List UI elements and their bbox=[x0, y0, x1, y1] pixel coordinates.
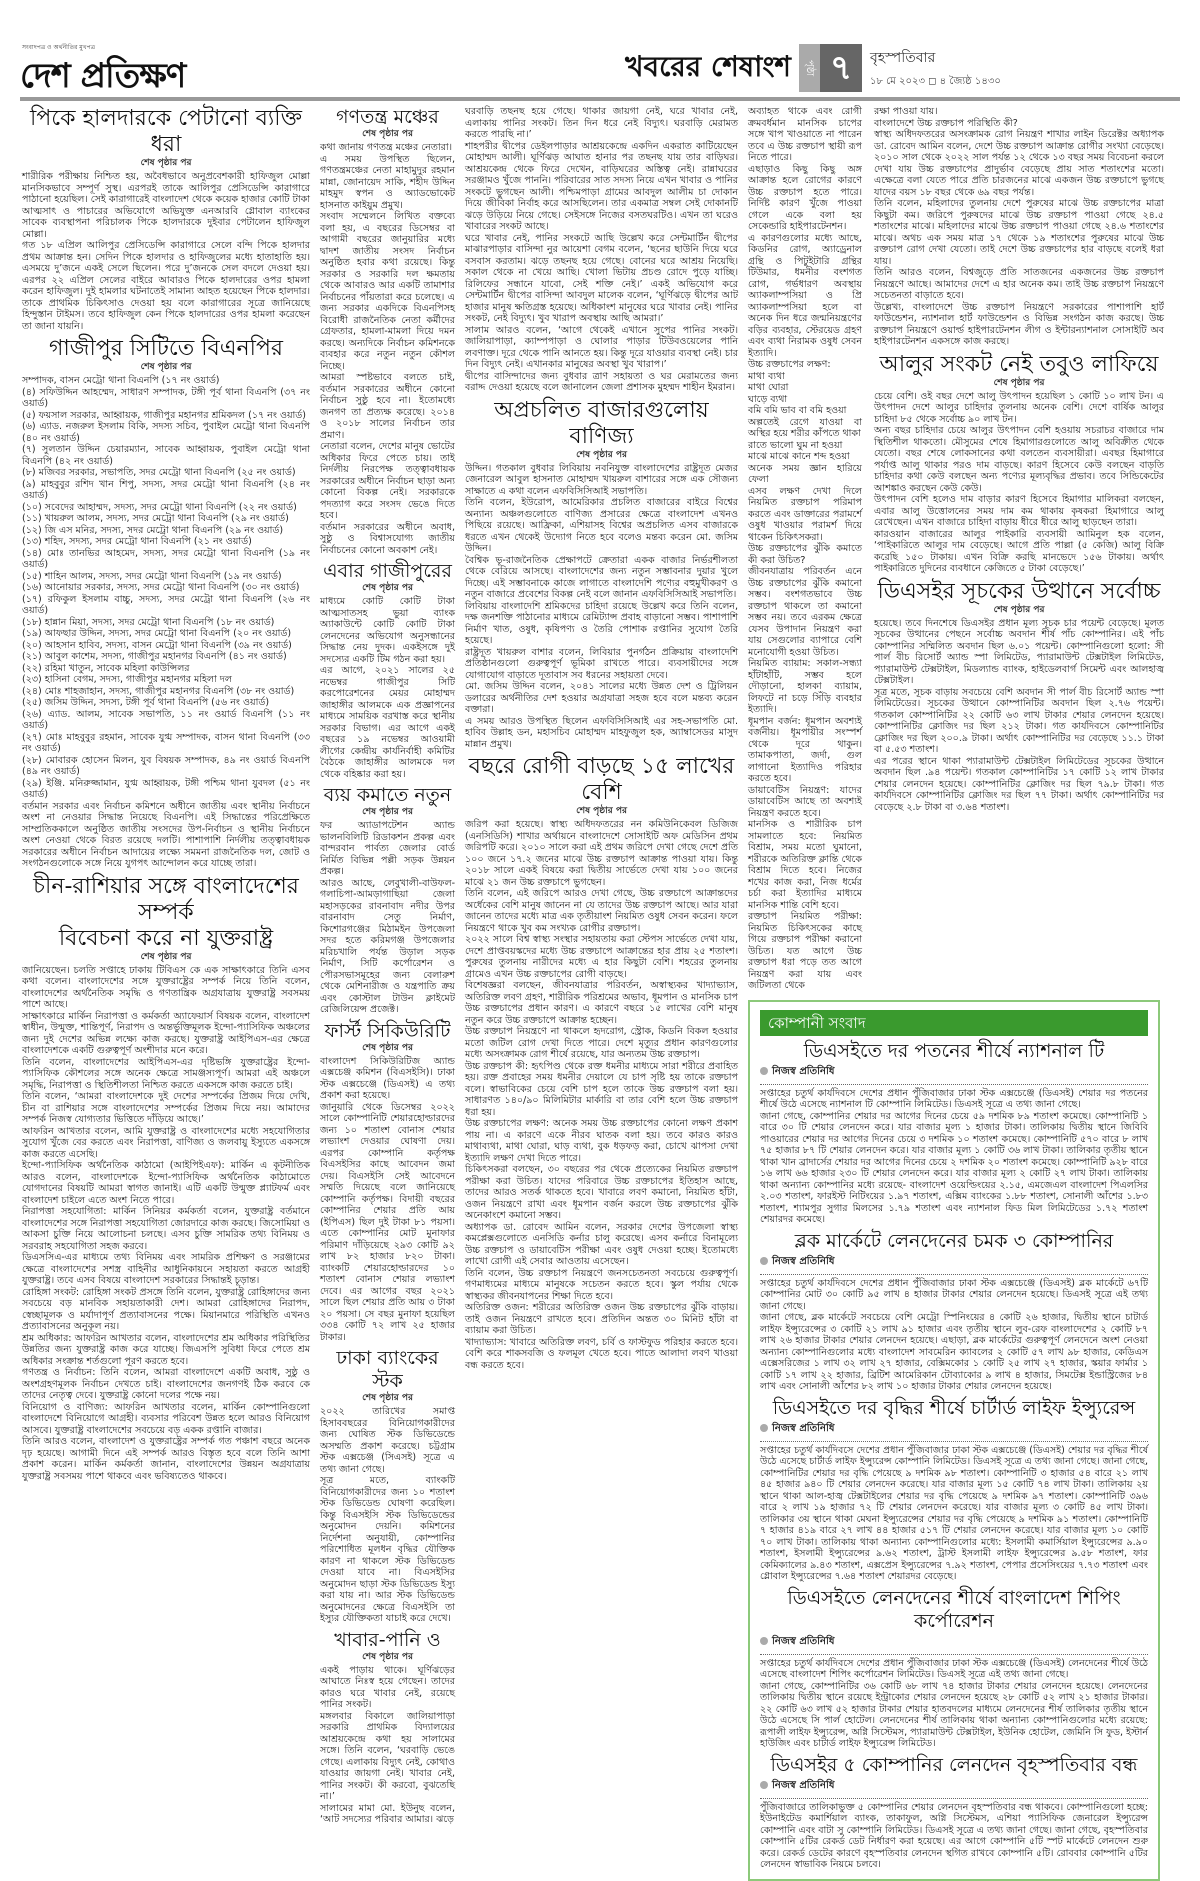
paragraph: উচ্চ রক্তচাপ কী: হৃৎপিণ্ড থেকে রক্ত ধমনীর মাধ্যমে সারা শরীরে প্রবাহিত হয়। রক্ত প্রবাহের সময় ধমনীর দেয়ালে যে চাপ সৃষ্টি হয় তাকে রক্তচাপ বলে। স্বাভাবিকের চেয়ে বেশি চাপ হলে তাকে উচ্চ রক্তচাপ বলা হয়। সাধারণত ১৪০/৯০ মিলিমিটার মার্কারি বা তার বেশি হলে উচ্চ রক্তচাপ ধরা হয়। bbox=[465, 1060, 738, 1118]
article-unconventional-markets bbox=[465, 398, 738, 751]
article-body bbox=[748, 106, 862, 992]
paragraph: সংবাদ সম্মেলনে লিখিত বক্তব্যে বলা হয়, এ বছরের ডিসেম্বর বা আগামী বছরের জানুয়ারির মধ্যে দ্বাদশ জাতীয় সংসদ নির্বাচন অনুষ্ঠিত হবার কথা রয়েছে। কিন্তু সরকার ও সরকারি দল ক্ষমতায় থেকে আবারও আর একটি তামাশার নির্বাচনের পাঁয়তারা করে চলেছে। এ জন্য সরকার একদিকে বিএনপিসহ বিরোধী রাজনৈতিক নেতা কর্মীদের গ্রেফতার, হামলা-মামলা দিয়ে দমন করছে। অন্যদিকে নির্বাচন কমিশনকে ব্যবহার করে নতুন নতুন কৌশল নিচ্ছে। bbox=[320, 211, 455, 372]
column-5 bbox=[874, 106, 1164, 817]
paragraph: রাষ্ট্রদূত খায়রুল বাশার বলেন, লিবিয়ার পুনর্গঠন প্রক্রিয়ায় বাংলাদেশি প্রতিষ্ঠানগুলো গুরুত্বপূর্ণ ভূমিকা রাখতে পারে। ব্যবসায়ীদের সঙ্গে যোগাযোগ বাড়াতে দূতাবাস সব ধরনের সহায়তা দেবে। bbox=[465, 646, 738, 681]
paragraph: (৬) এ্যাড. নজরুল ইসলাম বিকি, সদস্য সচিব, পুবাইল মেট্রো থানা বিএনপি (৪০ নং ওয়ার্ড) bbox=[22, 421, 310, 444]
article-body bbox=[320, 1665, 455, 1826]
paragraph: তিনি বলেন, মহিলাদের তুলনায় দেশে পুরুষের মাঝে উচ্চ রক্তচাপের মাত্রা কিছুটা কম। জরিপে পুরুষদের মাঝে উচ্চ রক্তচাপ পাওয়া গেছে ২৪.৫ শতাংশের মাঝে। মহিলাদের মাঝে উচ্চ রক্তচাপ পাওয়া গেছে ২৪.৬ শতাংশের মাঝে। অথচ এক সময় মাত্র ১৭ থেকে ১৯ শতাংশের পুরুষের মাঝে উচ্চ রক্তচাপ রোগ দেখা যেতো। তাই দেশে উচ্চ রক্তচাপের হার বাড়ছে বলেই ধরা যায়। bbox=[874, 198, 1164, 267]
paragraph: (২৫) জসিম উদ্দিন, সদস্য, টঙ্গী পূর্ব থানা বিএনপি (৫৬ নং ওয়ার্ড) bbox=[22, 697, 270, 708]
paragraph: অল্পতেই রেগে যাওয়া বা অস্থির হয়ে শরীর কাঁপতে থাকা bbox=[748, 416, 862, 439]
paragraph: ২০২২ তারিখের সমাপ্ত হিসাববছরের বিনিয়োগকারীদের জন্য ঘোষিত স্টক ডিভিডেন্ডে অসম্মতি প্রকাশ করেছে। চট্টগ্রাম স্টক এক্সচেঞ্জ (সিএসই) সূত্রে এ তথ্য জানা গেছে। bbox=[320, 1406, 455, 1475]
article-body bbox=[874, 391, 1164, 575]
page-label: পৃষ্ঠা bbox=[799, 44, 820, 92]
article-body bbox=[22, 375, 310, 870]
paragraph: এসব লক্ষণ দেখা দিলে নিয়মিত রক্তচাপ পরিমাপ করতে এবং ডাক্তারের পরামর্শে ওষুধ খাওয়ার পরামর্শ দিয়ে থাকেন চিকিৎসকরা। bbox=[748, 485, 862, 543]
paragraph: খাদ্যাভ্যাস: খাবারে অতিরিক্ত লবণ, চর্বি ও ফাস্টফুড পরিহার করতে হবে। বেশি করে শাকসবজি ও ফলমূল খেতে হবে। পাতে আলাদা লবণ খাওয়া বন্ধ করতে হবে। bbox=[465, 1336, 738, 1371]
paragraph: জানিয়েছেন। চলতি সপ্তাহে ঢাকায় টিবিএস কে এক সাক্ষাৎকারে তিনি এসব কথা বলেন। বাংলাদেশের সঙ্গে যুক্তরাষ্ট্রের সম্পর্ক নিয়ে তিনি বলেন, বাংলাদেশের অর্থনৈতিক সমৃদ্ধি ও গণতান্ত্রিক অগ্রযাত্রায় যুক্তরাষ্ট্র সবসময় পাশে আছে। bbox=[22, 964, 310, 1010]
paragraph: (২৮) মোবারক হোসেন মিলন, যুব বিষয়ক সম্পাদক, ৪৯ নং ওয়ার্ড বিএনপি (৪৯ নং ওয়ার্ড) bbox=[22, 754, 310, 777]
bullet-icon bbox=[760, 1257, 768, 1265]
paragraph: উল্লেখ্য, বাংলাদেশে উচ্চ রক্তচাপ নিয়ন্ত্রণে সরকারের পাশাপাশি হার্ট ফাউন্ডেশন, ন্যাশনাল হার্ট ফাউন্ডেশন ও বিভিন্ন সংগঠন কাজ করছে। উচ্চ রক্তচাপ নিয়ন্ত্রণে ওয়ার্ল্ড হাইপারটেনশন লীগ ও ইন্টারন্যাশনাল সোসাইটি অব হাইপারটেনশন একসঙ্গে কাজ করছে। bbox=[874, 301, 1164, 347]
continued-label: শেষ পৃষ্ঠার পর bbox=[576, 806, 627, 816]
paragraph: শ্রম অধিকার: আফরিন আখতার বলেন, বাংলাদেশের শ্রম অধিকার পরিস্থিতির উন্নতির জন্য যুক্তরাষ্ট্র কাজ করে যাচ্ছে। জিএসপি সুবিধা ফিরে পেতে শ্রম অধিকার সংক্রান্ত শর্তগুলো পূরণ করতে হবে। bbox=[22, 1332, 310, 1367]
paragraph: অন্য বছর চাহিদার চেয়ে আলুর উৎপাদন বেশি হওয়ায় সচরাচর বাজারে দাম স্থিতিশীল থাকতো। মৌসুমের শেষে হিমাগারগুলোতে আলু অবিক্রীত থেকে যেতো। বছর শেষে লোকসানের কথা বলতেন ব্যবসায়ীরা। এবছর হিমাগারে পর্যাপ্ত আলু থাকার পরও দাম বাড়ছে। কারণ হিসেবে কেউ বলছেন বাড়তি চাহিদার কথা কেউ বলছেন অন্য পণ্যের মূল্যবৃদ্ধির প্রভাব। তবে সিন্ডিকেটের আশঙ্কাও করছেন কেউ কেউ। bbox=[874, 425, 1164, 494]
issue-date-block bbox=[870, 46, 1020, 91]
paragraph: বাংলাদেশে উচ্চ রক্তচাপ পরিস্থিতি কী? bbox=[874, 117, 1018, 129]
paragraph: সালামের মামা মো. ইউনুছ বলেন, ‘আট সদস্যের পরিবার আমার। ঝড়ে bbox=[320, 1802, 455, 1825]
paragraph: বিশেষজ্ঞরা বলছেন, জীবনযাত্রার পরিবর্তন, অস্বাস্থ্যকর খাদ্যাভ্যাস, অতিরিক্ত লবণ গ্রহণ, শারীরিক পরিশ্রমের অভাব, ধূমপান ও মানসিক চাপ উচ্চ রক্তচাপের প্রধান কারণ। এ কারণে বছরে ১৫ লাখের বেশি মানুষ নতুন করে উচ্চ রক্তচাপে আক্রান্ত হচ্ছেন। bbox=[465, 980, 738, 1026]
paragraph: মানসিক ও শারীরিক চাপ সামলাতে হবে: নিয়মিত বিশ্রাম, সময় মতো ঘুমানো, শরীরকে অতিরিক্ত ক্লান্তি থেকে বিশ্রাম দিতে হবে। নিজের শখের কাজ করা, নিজ ধর্মের চর্চা করা ইত্যাদির মাধ্যমে মানসিক শান্তি বেশি হবে। bbox=[748, 819, 862, 911]
headline: ফার্স্ট সিকিউরিটি bbox=[324, 1019, 451, 1042]
company-news-item bbox=[760, 1587, 1148, 1750]
paragraph: এ সময় আরও উপস্থিত ছিলেন এফবিসিসিআই এর সহ-সভাপতি মো. হাবিব উল্লাহ ডন, মহাসচিব মোহাম্মদ মাহফুজুল হক, অ্যাম্বাসেডর মাসুদ মান্নান প্রমুখ। bbox=[465, 715, 738, 750]
paragraph: পুঁজিবাজারে তালিকাভুক্ত ৫ কোম্পানির শেয়ার লেনদেন বৃহস্পতিবার বন্ধ থাকবে। কোম্পানিগুলো হচ্ছে: ইউনাইটেড কমার্শিয়াল ব্যাংক, তাকাফুল, অগ্নি সিস্টেমস, এশিয়া প্যাসিফিক জেনারেল ইন্স্যুরেন্স কোম্পানি এবং বাটা সু কোম্পানি লিমিটেড। ডিএসই সূত্রে এ তথ্য জানা গেছে। জানা গেছে, বৃহস্পতিবার কোম্পানি ৫টির রেকর্ড ডেট নির্ধারণ করা হয়েছে। এর আগে কোম্পানি ৫টি স্পট মার্কেটে লেনদেন শুরু করে। রেকর্ড ডেটের কারণে বৃহস্পতিবার লেনদেন স্থগিত রাখবে কোম্পানি ৫টি। রোববার কোম্পানি ৫টির লেনদেন স্বাভাবিক নিয়মে চলবে। bbox=[760, 1801, 1148, 1870]
paragraph: ঘরবাড়ি তছনছ হয়ে গেছে। থাকার জায়গা নেই, ঘরে খাবার নেই, এলাকায় পানির সংকট। তিন দিন ধরে নেই বিদ্যুৎ। ঘরবাড়ি মেরামত করতে পারছি না।’ bbox=[465, 106, 738, 140]
article-body bbox=[320, 1056, 455, 1344]
paragraph: (১৬) আনোয়ার সরকার, সদস্য, সদর মেট্রো থানা বিএনপি (৩০ নং ওয়ার্ড) bbox=[22, 582, 300, 593]
article-body bbox=[465, 819, 738, 1371]
paragraph: উচ্চ রক্তচাপের লক্ষণ: bbox=[748, 359, 831, 370]
article-dse-index bbox=[874, 579, 1164, 814]
paragraph: (২৬) এ্যাড. আলম, সাবেক সভাপতি, ১১ নং ওয়ার্ড বিএনপি (১১ নং ওয়ার্ড) bbox=[22, 708, 310, 731]
paragraph: (২২) রহিমা খাতুন, সাবেক মহিলা কাউন্সিলর bbox=[22, 662, 190, 674]
headline: গাজীপুর সিটিতে বিএনপির bbox=[49, 336, 283, 361]
paragraph: অধ্যাপক ডা. রোবেদ আমিন বলেন, সরকার দেশের উপজেলা স্বাস্থ্য কমপ্লেক্সগুলোতে এনসিডি কর্নার চালু করেছে। এসব কর্নারে বিনামূল্যে উচ্চ রক্তচাপ ও ডায়াবেটিস পরীক্ষা এবং ওষুধ দেওয়া হচ্ছে। ইতোমধ্যে লাখো রোগী এই সেবার আওতায় এসেছেন। bbox=[465, 1221, 738, 1267]
paragraph: (৫) ফয়সাল সরকার, আহ্বায়ক, গাজীপুর মহানগর শ্রমিকদল (১৭ নং ওয়ার্ড) bbox=[22, 409, 306, 421]
paragraph: তিনি আরও বলেন, বিশ্বজুড়ে প্রতি সাতজনের একজনের উচ্চ রক্তচাপ নিয়ন্ত্রণে আছে। আমাদের দেশে এ হার অনেক কম। তাই উচ্চ রক্তচাপ নিয়ন্ত্রণে সচেতনতা বাড়াতে হবে। bbox=[874, 267, 1164, 301]
article-body bbox=[465, 463, 738, 751]
paragraph: (১৯) আফছার উদ্দিন, সদস্য, সদর মেট্রো থানা বিএনপি (২০ নং ওয়ার্ড) bbox=[22, 628, 292, 639]
article-body bbox=[320, 142, 455, 556]
paragraph: অতিরিক্ত ওজন: শরীরের অতিরিক্ত ওজন উচ্চ রক্তচাপের ঝুঁকি বাড়ায়। তাই ওজন নিয়ন্ত্রণে রাখতে হবে। প্রতিদিন অন্তত ৩০ মিনিট হাঁটা বা ব্যায়াম করা উচিত। bbox=[465, 1302, 738, 1336]
column-2 bbox=[320, 106, 455, 1830]
column-3 bbox=[465, 106, 738, 1375]
paragraph: সপ্তাহের চতুর্থ কার্যদিবসে দেশের প্রধান পুঁজিবাজার ঢাকা স্টক এক্সচেঞ্জে (ডিএসই) ব্লক মার্কেটে ৬৭টি কোম্পানির মোট ৩০ কোটি ৯৫ লাখ ৪ হাজার টাকার শেয়ার লেনদেন হয়েছে। ডিএসই সূত্রে এই তথ্য জানা গেছে। bbox=[760, 1277, 1148, 1312]
headline: ঢাকা ব্যাংকের স্টক bbox=[336, 1347, 439, 1392]
paragraph: এ সময় উপস্থিত ছিলেন, গণতন্ত্রমঞ্চের নেতা মাহামুদুর রহমান মান্না, জোনায়েদ সাকি, শহীদ উদ্দিন মাহমুদ স্বপন ও অ্যাডভোকেট হাসনাত কাইয়ুম প্রমুখ। bbox=[320, 153, 455, 211]
paragraph: লিবিয়ায় বাংলাদেশি শ্রমিকদের চাহিদা রয়েছে উল্লেখ করে তিনি বলেন, দক্ষ জনশক্তি পাঠানোর মাধ্যমে রেমিট্যান্স প্রবাহ বাড়ানো সম্ভব। পাশাপাশি নির্মাণ খাত, ওষুধ, কৃষিপণ্য ও তৈরি পোশাক রপ্তানির সুযোগ তৈরি হয়েছে। bbox=[465, 600, 738, 646]
article-ebar-gazipur bbox=[320, 560, 455, 780]
paragraph: চিকিৎসকরা বলছেন, ৩০ বছরের পর থেকে প্রত্যেকের নিয়মিত রক্তচাপ পরীক্ষা করা উচিত। যাদের পরিবারে উচ্চ রক্তচাপের ইতিহাস আছে, তাদের আরও সতর্ক থাকতে হবে। খাবারে লবণ কমানো, নিয়মিত হাঁটা, ওজন নিয়ন্ত্রণে রাখা এবং ধূমপান বর্জন করলে উচ্চ রক্তচাপের ঝুঁকি অনেকাংশে কমানো সম্ভব। bbox=[465, 1164, 738, 1221]
paragraph: (১১) খায়রুল আলম, সদস্য, সদর মেট্রো থানা বিএনপি (২৯ নং ওয়ার্ড) bbox=[22, 513, 289, 524]
continued-label: শেষ পৃষ্ঠার পর bbox=[362, 583, 413, 593]
paragraph: তিনি আরও বলেন, বাংলাদেশ ও যুক্তরাষ্ট্রের সম্পর্ক গত পঞ্চাশ বছরে অনেক দৃঢ় হয়েছে। আগামী দিনে এই সম্পর্ক আরও বিস্তৃত হবে বলে তিনি আশা প্রকাশ করেন। মার্কিন কর্মকর্তা জানান, বাংলাদেশের উন্নয়ন অগ্রযাত্রায় যুক্তরাষ্ট্র সবসময় পাশে থাকবে এবং ভবিষ্যতেও থাকবে। bbox=[22, 1436, 310, 1482]
continued-label: শেষ পৃষ্ঠার পর bbox=[993, 604, 1045, 615]
byline bbox=[760, 1420, 1148, 1442]
paragraph: বর্তমান সরকার এবং নির্বাচন কমিশনে অধীনে জাতীয় এবং স্থানীয় নির্বাচনে অংশ না নেওয়ার সিদ্ধান্ত নিয়েছে বিএনপি। এই সিদ্ধান্তের পরিপ্রেক্ষিতে সাম্প্রতিককালে অনুষ্ঠিত জাতীয় সংসদের উপ-নির্বাচন ও স্থানীয় নির্বাচনে অংশ নেওয়া থেকে বিরত রয়েছে দলটি। পাশাপাশি নির্দলীয় তত্ত্বাবধায়ক সরকারের অধীনে নির্বাচন আদায়ের লক্ষ্যে সমমনা রাজনৈতিক দল, জোট ও সংগঠনগুলোকে সঙ্গে নিয়ে যুগপৎ আন্দোলন করে যাচ্ছে তারা। bbox=[22, 800, 310, 869]
article-body bbox=[465, 106, 738, 394]
paragraph: জানা গেছে, ব্লক মার্কেটে সবচেয়ে বেশি মেট্রো স্পিনিংয়ের ৪ কোটি ২৬ হাজার, দ্বিতীয় স্থানে চাটার্ড লাইফ ইন্স্যুরেন্সের ৩ কোটি ২১ লাখ ৯১ হাজার এবং তৃতীয় স্থানে লুব-রেফ বাংলাদেশের ২ কোটি ৮৭ লাখ ২৬ হাজার টাকার শেয়ার লেনদেন হয়েছে। এছাড়া, ব্লক মার্কেটের গুরুত্বপূর্ণ লেনদেনে অংশ নেওয়া অন্যান্য কোম্পানিগুলোর মধ্যে বাংলাদেশ সাবমেরিন ক্যাবলের ২ কোটি ৫৭ লাখ ৯৮ হাজার, কেডিএস এক্সেসরিজের ১ লাখ ৩২ লাখ ২৭ হাজার, বেক্সিমকোর ১ কোটি ২৫ লাখ ২৭ হাজার, স্কয়ার ফার্মার ১ কোটি ১৭ লাখ ২২ হাজার, ব্রিটিশ আমেরিকান টোব্যাকোর ৯ লাখ ৪ হাজার, সিমটেক্স ইন্ডাস্ট্রিজের ৮৪ লাখ এবং সোনালী আঁশের ৮২ লাখ ১০ হাজার টাকার শেয়ার লেনদেন হয়েছে। bbox=[760, 1312, 1148, 1392]
paragraph: মাধ্যমে কোটি কোটি টাকা আত্মসাতসহ ভুয়া ব্যাংক অ্যাকাউন্টে কোটি কোটি টাকা লেনদেনের অভিযোগ অনুসন্ধানের সিদ্ধান্ত নেয় দুদক। একইসঙ্গে দুই সদস্যের একটি টিম গঠন করা হয়। bbox=[320, 596, 455, 665]
paragraph: ধূমপান বর্জন: ধূমপান অবশ্যই বর্জনীয়। ধূমপায়ীর সংস্পর্শ থেকে দূরে থাকুন। তামাকপাতা, জর্দা, গুল লাগানো ইত্যাদিও পরিহার করতে হবে। bbox=[748, 715, 862, 784]
continued-label: শেষ পৃষ্ঠার পর bbox=[140, 158, 192, 168]
paragraph: সপ্তাহের চতুর্থ কার্যদিবসে দেশের প্রধান পুঁজিবাজার ঢাকা স্টক এক্সচেঞ্জে (ডিএসই) লেনদেনের শীর্ষে উঠে এসেছে বাংলাদেশ শিপিং কর্পোরেশন লিমিটেড। ডিএসই সূত্রে এই তথ্য জানা গেছে। bbox=[760, 1657, 1148, 1680]
paragraph: জীবনযাত্রায় পরিবর্তন এনে উচ্চ রক্তচাপের ঝুঁকি কমানো সম্ভব। বংশগতভাবে উচ্চ রক্তচাপ থাকলে তা কমানো সম্ভব নয়। তবে এরকম ক্ষেত্রে যেসব উপাদান নিয়ন্ত্রণ করা যায় সেগুলোর ব্যাপারে বেশি মনোযোগী হওয়া উচিত। bbox=[748, 566, 862, 658]
headline: অপ্রচলিত বাজারগুলোয় বাণিজ্য bbox=[494, 397, 709, 449]
paragraph: সপ্তাহের চতুর্থ কার্যদিবসে দেশের প্রধান পুঁজিবাজার ঢাকা স্টক এক্সচেঞ্জে (ডিএসই) শেয়ার দর পতনের শীর্ষে উঠে এসেছে ন্যাশনাল টি কোম্পানি লিমিটেড। ডিএসই সূত্রে এ তথ্য জানা গেছে। bbox=[760, 1087, 1148, 1110]
byline-text: নিজস্ব প্রতিনিধি bbox=[772, 1065, 835, 1077]
company-news-list bbox=[760, 1040, 1148, 1871]
paragraph: বিনিয়োগ ও বাণিজ্য: আফরিন আখতার বলেন, মার্কিন কোম্পানিগুলো বাংলাদেশে বিনিয়োগে আগ্রহী। ব্যবসার পরিবেশ উন্নত হলে আরও বিনিয়োগ আসবে। যুক্তরাষ্ট্র বাংলাদেশের সবচেয়ে বড় একক রপ্তানি বাজার। bbox=[22, 1401, 310, 1436]
headline: পিকে হালদারকে পেটানো ব্যক্তি ধরা bbox=[30, 106, 302, 157]
paragraph: (১০) সবেদের আহাম্মদ, সদস্য, সদর মেট্রো থানা বিএনপি (২২ নং ওয়ার্ড) bbox=[22, 501, 297, 513]
paragraph: মাথা ঘোরা bbox=[748, 382, 789, 393]
paragraph: তিনি বলেন, ইউরোপ, আমেরিকার প্রচলিত বাজারের বাইরে বিশ্বের অন্যান্য অঞ্চলগুলোতে বাণিজ্য প্রসারের ক্ষেত্রে বাংলাদেশ এখনও পিছিয়ে রয়েছে। আফ্রিকা, এশিয়াসহ বিশ্বের অপ্রচলিত এসব বাজারকে ধরতে এখন থেকেই উদ্যোগ নিতে হবে বলেও মন্তব্য করেন মো. জসিম উদ্দিন। bbox=[465, 497, 738, 554]
company-news-title: কোম্পানী সংবাদ bbox=[760, 1010, 1148, 1036]
column-4 bbox=[748, 106, 862, 996]
paragraph: (১২) জি এস মনির, সদস্য, সদর মেট্রো থানা বিএনপি (২৯ নং ওয়ার্ড) bbox=[22, 524, 284, 536]
article-cyclone-continued bbox=[465, 106, 738, 394]
byline bbox=[760, 1063, 1148, 1085]
paragraph: একই পাড়ায় থাকে। ঘূর্ণিঝড়ের আঘাতে নিঃস্ব হয়ে গেছেন। তাদের কারও ঘরে খাবার নেই, রয়েছে পানির সংকট। bbox=[320, 1664, 455, 1710]
article-dhaka-bank bbox=[320, 1347, 455, 1625]
paragraph: দ্বীপের বাসিন্দাদের জন্য বুধবার ত্রাণ সহায়তা ও ঘর মেরামতের জন্য বরাদ্দ দেওয়া হয়েছে বলে জানালেন জেলা প্রশাসক মুহম্মদ শাহীন ইমরান। bbox=[465, 370, 738, 393]
paragraph: সূত্র মতে, ব্যাংকটি বিনিয়োগকারীদের জন্য ১০ শতাংশ স্টক ডিভিডেন্ড ঘোষণা করেছিল। কিন্তু বিএসইসি স্টক ডিভিডেন্ডের অনুমোদন দেয়নি। কমিশনের নির্দেশনা অনুযায়ী, কোম্পানির পরিশোধিত মূলধন বৃদ্ধির যৌক্তিক কারণ না থাকলে স্টক ডিভিডেন্ড দেওয়া যাবে না। বিএসইসির অনুমোদন ছাড়া স্টক ডিভিডেন্ড ইস্যু করা যায় না। আর স্টক ডিভিডেন্ড অনুমোদনের ক্ষেত্রে বিএসইসি তা ইস্যুর যৌক্তিকতা যাচাই করে দেখে। bbox=[320, 1475, 455, 1624]
paragraph: (১৮) হান্নান মিয়া, সদস্য, সদর মেট্রো থানা বিএনপি (১৮ নং ওয়ার্ড) bbox=[22, 616, 275, 628]
paragraph: বর্তমান সরকারের অধীনে অবাধ, সুষ্ঠু ও বিশ্বাসযোগ্য জাতীয় নির্বাচনের কোনো অবকাশ নেই। bbox=[320, 521, 455, 556]
bullet-icon bbox=[760, 1781, 768, 1789]
company-news-item bbox=[760, 1230, 1148, 1393]
paragraph: (২৪) মোঃ শাহজাহান, সদস্য, গাজীপুর মহানগর বিএনপি (৩৮ নং ওয়ার্ড) bbox=[22, 685, 295, 697]
paragraph: মঙ্গলবার বিকালে জালিয়াপাড়া সরকারি প্রাথমিক বিদ্যালয়ের আশ্রয়কেন্দ্রে কথা হয় সালামের সঙ্গে। তিনি বলেন, ‘ঘরবাড়ি ভেঙে গেছে। এলাকায় বিদ্যুৎ নেই, কোথাও যাওয়ার জায়গা নেই। খাবার নেই, পানির সংকট। কী করবো, বুঝতেছি না।’ bbox=[320, 1710, 455, 1802]
continued-label: শেষ পৃষ্ঠার পর bbox=[362, 807, 413, 817]
masthead bbox=[0, 0, 1200, 100]
article-body bbox=[22, 965, 310, 1483]
paragraph: শাহপরীর দ্বীপের ডেইলপাড়ার আশ্রয়কেন্দ্রে একদিন একরাত কাটিয়েছেন মোহাম্মদ আলী। ঘূর্ণিঝড় আঘাত হানার পর তছনছ যায় তার বাড়িঘর। আশ্রয়কেন্দ্র থেকে ফিরে দেখেন, বাড়িঘরের অস্তিত্ব নেই। রান্নাঘরের সরঞ্জামও খুঁজে পাননি। পরিবারের সাত সদস্য নিয়ে এখন খাবার ও পানির সংকটে ভুগছেন আলী। পশ্চিমপাড়া গ্রামের আবদুল আলীম চা দোকান দিয়ে জীবিকা নির্বাহ করে আসছিলেন। তার একমাত্র সম্বল সেই দোকানটি ঝড়ে উড়িয়ে নিয়ে গেছে। সেইসঙ্গে নিজের বসতঘরটিও। এখন তা ঘরেও খাবারের সংকট আছে। bbox=[465, 140, 738, 232]
paragraph: উচ্চ রক্তচাপ নিয়ন্ত্রণে না থাকলে হৃদরোগ, স্ট্রোক, কিডনি বিকল হওয়ার মতো জটিল রোগ দেখা দিতে পারে। দেশে মৃত্যুর প্রধান কারণগুলোর মধ্যে অসংক্রামক রোগ শীর্ষে রয়েছে, যার অন্যতম উচ্চ রক্তচাপ। bbox=[465, 1026, 738, 1060]
headline: ব্লক মার্কেটে লেনদেনের চমক ৩ কোম্পানির bbox=[794, 1229, 1114, 1252]
byline-text: নিজস্ব প্রতিনিধি bbox=[772, 1779, 835, 1791]
paragraph: নিরাপত্তা সহযোগিতা: মার্কিন সিনিয়র কর্মকর্তা বলেন, যুক্তরাষ্ট্র বর্তমানে বাংলাদেশের সঙ্গে নিরাপত্তা সহযোগিতা জোরদারে কাজ করছে। জিসোমিয়া ও আকসা চুক্তি নিয়ে আলোচনা চলছে। এসব চুক্তি সামরিক তথ্য বিনিময় ও সরবরাহ সহযোগিতা সহজ করবে। bbox=[22, 1206, 310, 1252]
issue-date: ১৮ মে ২০২৩ ◻ ৪ জ্যৈষ্ঠ ১৪৩০ bbox=[870, 75, 1001, 87]
paragraph: তিনি বলেন, বাংলাদেশের আইপিএস-এর দৃষ্টিভঙ্গি যুক্তরাষ্ট্রের ইন্দো-প্যাসিফিক কৌশলের সঙ্গে অনেক ক্ষেত্রে সামঞ্জস্যপূর্ণ। আমরা এই অঞ্চলে সমৃদ্ধি, নিরাপত্তা ও স্থিতিশীলতা নিশ্চিত করতে একসঙ্গে কাজ করতে চাই। bbox=[22, 1056, 310, 1091]
article-body bbox=[874, 618, 1164, 814]
section-title: খবরের শেষাংশ bbox=[625, 49, 791, 83]
paragraph: এর পরের স্থানে থাকা প্যারামাউন্ট টেক্সটাইল লিমিটেডের সূচকের উত্থানে অবদান ছিল .৯৪ পয়েন্ট। গতকাল কোম্পানিটির ১৭ কোটি ১২ লাখ টাকার শেয়ার লেনদেন হয়েছে। কোম্পানিটির ক্লোজিং দর ছিল ৭৯.৮ টাকা। গত কার্যদিবসে কোম্পানিটির ক্লোজিং দর ছিল ৭৭ টাকা। অর্থাৎ কোম্পানিটির দর বেড়েছে ২.৮ টাকা বা ৩.৬৪ শতাংশ। bbox=[874, 755, 1164, 813]
paragraph: এছাড়াও কিছু কিছু অঙ্গ আক্রান্ত হলে রোগের কারণে উচ্চ রক্তচাপ হতে পারে। নির্দিষ্ট কারণ খুঁজে পাওয়া গেলে একে বলা হয় সেকেন্ডারি হাইপারটেনশন। bbox=[748, 163, 862, 232]
company-news-box bbox=[748, 1000, 1160, 1881]
paragraph: ফর অ্যাডাপটেশন অ্যান্ড ভালনবিলিটি রিডাকশন প্রকল্প এবং বান্দরবান পার্বত্য জেলার বোর্ড নির্মিত বিভিন্ন পল্লী সড়ক উন্নয়ন প্রকল্প। bbox=[320, 820, 455, 877]
paragraph: (১৩) শহিদ, সদস্য, সদর মেট্রো থানা বিএনপি (২১ নং ওয়ার্ড) bbox=[22, 536, 252, 547]
paragraph: স্বাস্থ্য অধিদফতরের অসংক্রামক রোগ নিয়ন্ত্রণ শাখার লাইন ডিরেক্টর অধ্যাপক ডা. রোবেদ আমিন বলেন, দেশে উচ্চ রক্তচাপ আক্রান্ত রোগীর সংখ্যা বেড়েছে। ২০১০ সাল থেকে ২০২২ সাল পর্যন্ত ১২ থেকে ১৩ বছর সময় বিবেচনা করলে দেখা যায় উচ্চ রক্তচাপের প্রাদুর্ভাব বেড়েছে প্রায় সাত শতাংশের মতো। এক্ষেত্রে বলা যেতে পারে প্রতি চারজনের মাঝে একজন উচ্চ রক্তচাপে ভুগছে যাদের বয়স ১৮ বছর থেকে ৬৯ বছর পর্যন্ত। bbox=[874, 129, 1164, 198]
paragraph: শারীরিক পরীক্ষায় নিশ্চিত হয়, অবৈধভাবে অনুপ্রবেশকারী হাফিজুল মোল্লা মানসিকভাবে সম্পূর্ণ সুস্থ। এরপরই তাকে আলিপুর প্রেসিডেন্সি কারাগারে পাঠানো হয়েছিল। সেই কারাগারেই বাংলাদেশ থেকে কয়েক হাজার কোটি টাকা আত্মসাৎ ও পাচারের অভিযোগে অভিযুক্ত এনআরবি গ্লোবাল ব্যাংকের সাবেক ব্যবস্থাপনা পরিচালক পিকে হালদারকে দুইবার পেটালেন হাফিজুল মোল্লা। bbox=[22, 171, 310, 240]
page-header-right bbox=[420, 44, 1020, 92]
newspaper-logo[interactable]: দেশ প্রতিক্ষণ bbox=[20, 56, 186, 96]
paragraph: এ কারণগুলোর মধ্যে আছে, কিডনির রোগ, অ্যাড্রেনাল গ্রন্থি ও পিটুইটারি গ্রন্থির টিউমার, ধমনীর বংশগত রোগ, গর্ভধারণ অবস্থায় অ্যাকলাম্পসিয়া ও প্রি অ্যাকলাম্পসিয়া হলে বা অনেক দিন ধরে জন্মনিয়ন্ত্রণের বড়ির ব্যবহার, স্টেরয়েড গ্রহণ এবং ব্যথা নিরামক ওষুধ সেবন ইত্যাদি। bbox=[748, 232, 862, 359]
paragraph: জানা গেছে, কোম্পানিটির ৩৬ কোটি ৬৮ লাখ ৭৪ হাজার টাকার শেয়ার লেনদেন হয়েছে। লেনদেনের তালিকায় দ্বিতীয় স্থানে রয়েছে ইন্ট্রাকোর শেয়ার লেনদেন হয়েছে ২৮ কোটি ৫২ লাখ ২১ হাজার টাকার। ২২ কোটি ৬৩ লাখ ৫২ হাজার টাকার শেয়ার হাতবদলের মাধ্যমে লেনদেনের শীর্ষ তালিকার তৃতীয় স্থানে উঠে এসেছে সি পার্ল হোটেল। লেনদেনের শীর্ষ তালিকায় থাকা অন্যান্য কোম্পানিগুলোর মধ্যে রয়েছে: রূপালী লাইফ ইন্স্যুরেন্স, অগ্নি সিস্টেমস, প্যারামাউন্ট টেক্সটাইল, ইউনিক হোটেল, জেমিনি সি ফুড, ইস্টার্ন হাউজিং এবং চাটার্ড লাইফ ইন্স্যুরেন্স লিমিটেড। bbox=[760, 1680, 1148, 1749]
headline: ডিএসইতে লেনদেনের শীর্ষে বাংলাদেশ শিপিং কর্পোরেশন bbox=[787, 1586, 1121, 1632]
byline-text: নিজস্ব প্রতিনিধি bbox=[772, 1255, 835, 1267]
paragraph: তিনি বলেন, এই জরিপে আরও দেখা গেছে, উচ্চ রক্তচাপে আক্রান্তদের অর্ধেকের বেশি মানুষ জানেন না যে তাদের উচ্চ রক্তচাপ আছে। আর যারা জানেন তাদের মধ্যে মাত্র এক তৃতীয়াংশ নিয়মিত ওষুধ সেবন করেন। ফলে নিয়ন্ত্রণে থাকে খুব কম সংখ্যক রোগীর রক্তচাপ। bbox=[465, 888, 738, 934]
article-body bbox=[320, 596, 455, 780]
paragraph: (২৩) হাসিনা বেগম, সদস্য, গাজীপুর মহানগর মহিলা দল bbox=[22, 674, 232, 685]
right-columns bbox=[748, 106, 1164, 1881]
continued-label: শেষ পৃষ্ঠার পর bbox=[362, 1393, 413, 1403]
headline-line-2: বিবেচনা করে না যুক্তরাষ্ট্র bbox=[58, 925, 274, 951]
bullet-icon bbox=[760, 1637, 768, 1645]
headline: ডিএসইতে দর বৃদ্ধির শীর্ষে চার্টার্ড লাইফ ইন্স্যুরেন্স bbox=[772, 1396, 1136, 1419]
headline: গণতন্ত্র মঞ্চের bbox=[336, 106, 439, 128]
paragraph: গত ১৮ এপ্রিল আলিপুর প্রেসিডেন্সি কারাগারে সেলে বন্দি পিকে হালদার প্রথম আক্রান্ত হন। সেদিন পিকে হালদার ও হাফিজুলের মধ্যে হাতাহাতি হয়। এসময়ে দু’জনে একই সেলে ছিলেন। পরে দু’জনকে সেল বদলে দেওয়া হয়। এরপর ২২ এপ্রিল সেলের বাইরে আবারও পিকে হালদারের ওপর হামলা করেন হাফিজুল। দুই হামলার ঘটনাতেই সামান্য আহত হয়েছেন পিকে হালদার। তাকে প্রাথমিক চিকিৎসাও দেওয়া হয় বলে কারাগারের সূত্রে জানিয়েছে হিন্দুস্তান টাইমস। তবে হাফিজুল কেন পিকে হালদারের ওপর হামলা করেছেন তা জানা যায়নি। bbox=[22, 240, 310, 332]
paragraph: সালাম আরও বলেন, ‘আগে থেকেই এখানে সুপের পানির সংকট। জালিয়াপাড়া, ক্যাম্পপাড়া ও ঘোলার পাড়ার টিউবওয়েলের পানি লবণাক্ত। দূরে থেকে পানি আনতে হয়। কিন্তু দূরে যাওয়ার ব্যবস্থা নেই। চার দিন বিদ্যুৎ নেই। এখানকার মানুষের অবস্থা খুব খারাপ।’ bbox=[465, 324, 738, 370]
paragraph: জানা গেছে, কোম্পানির শেয়ার দর আগের দিনের চেয়ে ৫৯ দশমিক ৮৯ শতাংশ কমেছে। কোম্পানিটি ১ বারে ৩০ টি শেয়ার লেনদেন করে। যার বাজার মূল্য ১ হাজার টাকা। তালিকায় দ্বিতীয় স্থানে জিবিবি পাওয়ারের শেয়ার দর আগের দিনের চেয়ে ৩ দশমিক ১০ শতাংশ কমেছে। কোম্পানিটি ৫৭০ বারে ৮ লাখ ৭৫ হাজার ৮৭ টি শেয়ার লেনদেন করে। যার বাজার মূল্য ১ কোটি ৩৬ লাখ টাকা। তালিকার তৃতীয় স্থানে থাকা খান ব্রাদার্সের শেয়ার দর আগের দিনের চেয়ে ২ দশমিক ২০ শতাংশ কমেছে। কোম্পানিটি ৯২৮ বারে ১৬ লাখ ৬৬ হাজার ২৩০ টি শেয়ার লেনদেন করে। যার বাজার মূল্য ২ কোটি ২৭ লাখ টাকা। তালিকায় থাকা অন্যান্য কোম্পানির মধ্যে রয়েছে- বাংলাদেশ ওয়েল্ডিংয়ের ২.১৫, এমজেএল বাংলাদেশ পিএলসির ২.০৩ শতাংশ, ফারইস্ট নিটিংয়ের ১.৯৭ শতাংশ, এক্সিম ব্যাংকের ১.৮৮ শতাংশ, সোনালী আঁশের ১.৮৩ শতাংশ, শ্যামপুর সুগার মিলসের ১.৭৯ শতাংশ এবং ন্যাশনাল ফিড মিল লিমিটেডের ১.৭২ শতাংশ শেয়ারদর কমেছে। bbox=[760, 1110, 1148, 1225]
continued-label: শেষ পৃষ্ঠার পর bbox=[140, 951, 192, 962]
paragraph: সূত্র মতে, সূচক বাড়ায় সবচেয়ে বেশি অবদান সী পার্ল বীচ রিসোর্ট অ্যান্ড স্পা লিমিটেডের। সূচকের উত্থানে কোম্পানিটির অবদান ছিল ২.৭৬ পয়েন্ট। গতকাল কোম্পানিটির ২২ কোটি ৬৩ লাখ টাকার শেয়ার লেনদেন হয়েছে। কোম্পানিটির ক্লোজিং দর ছিল ২১২ টাকা। গত কার্যদিবসে কোম্পানিটির ক্লোজিং দর ছিল ২০০.৯ টাকা। অর্থাৎ কোম্পানিটির দর বেড়েছে ১১.১ টাকা বা ৫.৫৩ শতাংশ। bbox=[874, 686, 1164, 755]
headline: চীন-রাশিয়ার সঙ্গে বাংলাদেশের সম্পর্ক bbox=[33, 873, 299, 925]
article-body bbox=[760, 1802, 1148, 1871]
paragraph: হয়েছে। তবে দিনশেষে ডিএসইর প্রধান মূল্য সূচক চার পয়েন্ট বেড়েছে। মূলত সূচকের উত্থানের পেছনে সর্বোচ্চ অবদান শীর্ষ পাঁচ কোম্পানির। এই পাঁচ কোম্পানির সম্মিলিত অবদান ছিল ৬.০১ পয়েন্ট। কোম্পানিগুলো হলো: সী পার্ল বীচ রিসোর্ট অ্যান্ড স্পা লিমিটেড, প্যারামাউন্ট টেক্সটাইল লিমিটেড, প্যারামাউন্ট টেক্সটাইল, মিডল্যান্ড ব্যাংক, হাইডেলবার্গ সিমেন্ট এবং আলহাজ্ব টেক্সটাইল। bbox=[874, 617, 1164, 686]
bullet-icon bbox=[760, 1067, 768, 1075]
article-body bbox=[760, 1658, 1148, 1750]
article-hypertension-continued bbox=[748, 106, 862, 992]
article-potato-price bbox=[874, 352, 1164, 575]
paragraph: নেতারা বলেন, দেশের মানুষ ভোটের অধিকার ফিরে পেতে চায়। তাই নির্দলীয় নিরপেক্ষ তত্ত্বাবধায়ক সরকারের অধীনে নির্বাচন ছাড়া অন্য কোনো বিকল্প নেই। সরকারকে পদত্যাগ করে সংসদ ভেঙে দিতে হবে। bbox=[320, 441, 455, 521]
article-body bbox=[874, 106, 1164, 348]
headline: ডিএসইর ৫ কোম্পানির লেনদেন বৃহস্পতিবার বন্ধ bbox=[770, 1753, 1138, 1776]
article-gazipur-bnp bbox=[22, 336, 310, 870]
paragraph: ইন্দো-প্যাসিফিক অর্থনৈতিক কাঠামো (আইপিইএফ): মার্কিন এ কূটনীতিক আরও বলেন, বাংলাদেশকে ইন্দো-প্যাসিফিক অর্থনৈতিক কাঠামোতে যোগদানের বিষয়টি আমরা স্বাগত জানাই। এটি একটি উন্মুক্ত প্ল্যাটফর্ম এবং বাংলাদেশ চাইলে এতে অংশ নিতে পারে। bbox=[22, 1160, 310, 1206]
byline-text: নিজস্ব প্রতিনিধি bbox=[772, 1422, 835, 1434]
logo-tagline: সংবাদপত্র ও অর্থনীতির মুখপত্র bbox=[22, 44, 96, 51]
paragraph: তিনি বলেন, উচ্চ রক্তচাপ নিয়ন্ত্রণে জনসচেতনতা সবচেয়ে গুরুত্বপূর্ণ। গণমাধ্যমের মাধ্যমে মানুষকে সচেতন করতে হবে। স্কুল পর্যায় থেকে স্বাস্থ্যকর জীবনযাপনের শিক্ষা দিতে হবে। bbox=[465, 1267, 738, 1302]
byline-text: নিজস্ব প্রতিনিধি bbox=[772, 1635, 835, 1647]
paragraph: (২০) আহসান হাবিব, সদস্য, বাসন মেট্রো থানা বিএনপি (৩৯ নং ওয়ার্ড) bbox=[22, 639, 292, 651]
paragraph: গণতন্ত্র ও নির্বাচন: তিনি বলেন, আমরা বাংলাদেশে একটি অবাধ, সুষ্ঠু ও অংশগ্রহণমূলক নির্বাচন দেখতে চাই। বাংলাদেশের জনগণই ঠিক করবে কে তাদের নেতৃত্ব দেবে। যুক্তরাষ্ট্র কোনো দলের পক্ষে নয়। bbox=[22, 1367, 310, 1401]
paragraph: ২০২২ সালে বিশ্ব স্বাস্থ্য সংস্থার সহায়তায় করা স্টেপস সার্ভেতে দেখা যায়, দেশে প্রাপ্তবয়স্কদের মধ্যে উচ্চ রক্তচাপে আক্রান্তের হার প্রায় ২৫ শতাংশ। পুরুষের তুলনায় নারীদের মধ্যে এ হার কিছুটা বেশি। শহরের তুলনায় গ্রামেও এখন উচ্চ রক্তচাপের রোগী বাড়ছে। bbox=[465, 934, 738, 980]
paragraph: এর আগে, ২০২১ সালের ২৫ নভেম্বর গাজীপুর সিটি করপোরেশনের মেয়র মোহাম্মদ জাহাঙ্গীর আলমকে এক প্রজ্ঞাপনের মাধ্যমে সাময়িক বরখাস্ত করে স্থানীয় সরকার বিভাগ। এর আগে একই বছরের ১৯ নভেম্বর আওয়ামী লীগের কেন্দ্রীয় কার্যনির্বাহী কমিটির বৈঠকে জাহাঙ্গীর আলমকে দল থেকে বহিষ্কার করা হয়। bbox=[320, 665, 455, 780]
paragraph: মাঝে মাঝে কানে শব্দ হওয়া bbox=[748, 451, 850, 462]
article-body bbox=[760, 1445, 1148, 1583]
paragraph: বৈশ্বিক ভূ-রাজনৈতিক প্রেক্ষাপটে ক্রেতারা একক বাজার নির্ভরশীলতা থেকে বেরিয়ে আসছে। বাংলাদেশের জন্য নতুন সম্ভাবনার দুয়ার খুলে দিচ্ছে। এই সম্ভাবনাকে কাজে লাগাতে বাংলাদেশি পণ্যের বহুমুখীকরণ ও নতুন বাজারে প্রবেশের বিকল্প নেই বলে জানান এফবিসিসিআই সভাপতি। bbox=[465, 554, 738, 600]
continued-label: শেষ পৃষ্ঠার পর bbox=[362, 129, 413, 139]
paragraph: উচ্চ রক্তচাপের ঝুঁকি কমাতে কী করা উচিত? bbox=[748, 543, 862, 566]
paragraph: সাক্ষাৎকারে মার্কিন নিরাপত্তা ও কর্মকর্তা অ্যাফেয়ার্স বিষয়ক বলেন, বাংলাদেশ স্বাধীন, উন্মুক্ত, শান্তিপূর্ণ, নিরাপদ ও অন্তর্ভুক্তিমূলক ইন্দো-প্যাসিফিক অঞ্চলের জন্য দুই দেশের অভিন্ন লক্ষ্যে কাজ করছে। যুক্তরাষ্ট্র আইপিএস-এর ক্ষেত্রে বাংলাদেশকে একটি গুরুত্বপূর্ণ অংশীদার মনে করে। bbox=[22, 1010, 310, 1056]
paragraph: অনেক সময় জ্ঞান হারিয়ে ফেলা bbox=[748, 462, 862, 485]
headline: আলুর সংকট নেই তবুও লাফিয়ে bbox=[879, 351, 1159, 377]
paragraph: জরিপ করা হয়েছে। স্বাস্থ্য অধিদফতরের নন কমিউনিকেবল ডিজিজ (এনসিডিসি) শাখার অর্থায়নে বাংলাদেশে সোসাইটি অফ মেডিসিন প্রথম জরিপটি করে। ২০১০ সালে করা এই প্রথম জরিপে দেখা গেছে দেশে প্রতি ১০০ জনে ১৭.২ জনের মাঝে উচ্চ রক্তচাপ আক্রান্ত পাওয়া যায়। কিন্তু ২০১৮ সালে একই বিষয়ে করা দ্বিতীয় সার্ভেতে দেখা যায় ১০০ জনের মাঝে ২১ জন উচ্চ রক্তচাপে ভুগছেন। bbox=[465, 819, 738, 888]
paragraph: (৮) মজিবর সরকার, সভাপতি, সদর মেট্রো থানা বিএনপি (২৫ নং ওয়ার্ড) bbox=[22, 467, 296, 478]
headline: খাবার-পানি ও bbox=[334, 1628, 441, 1651]
paragraph: রক্ষা পাওয়া যায়। bbox=[874, 106, 938, 117]
paragraph: রোহিঙ্গা সংকট: রোহিঙ্গা সংকট প্রসঙ্গে তিনি বলেন, যুক্তরাষ্ট্র রোহিঙ্গাদের জন্য সবচেয়ে বড় মানবিক সহায়তাকারী দেশ। আমরা রোহিঙ্গাদের নিরাপদ, স্বেচ্ছামূলক ও মর্যাদাপূর্ণ প্রত্যাবাসনের পক্ষে। মিয়ানমারে পরিস্থিতি এখনও প্রত্যাবাসনের অনুকূল নয়। bbox=[22, 1286, 310, 1332]
paragraph: অব্যাহত থাকে এবং রোগী ক্রমবর্ধমান মানসিক চাপের সঙ্গে খাপ খাওয়াতে না পারেন তবে এ উচ্চ রক্তচাপ স্থায়ী রূপ নিতে পারে। bbox=[748, 106, 862, 163]
paragraph: নিয়মিত ব্যায়াম: সকাল-সন্ধ্যা হাঁটাহাঁটি, সম্ভব হলে দৌড়ানো, হালকা ব্যায়াম, লিফটে না চড়ে সিঁড়ি ব্যবহার ইত্যাদি। bbox=[748, 658, 862, 715]
paragraph: আরও আছে, লেবুখালী-বাউফল-গলাচিপা-আমড়াগাছিয়া জেলা মহাসড়কের রাবনাবাদ নদীর উপর বারনাবাদ সেতু নির্মাণ, কিশোরগঞ্জের মিঠামইন উপজেলা সদর হতে করিমগঞ্জ উপজেলার মরিচখালি পর্যন্ত উড়াল সড়ক নির্মাণ, সিটি কর্পোরেশন ও পৌরসভাসমূহের জন্য বেলারুশ থেকে মেশিনারীজ ও যন্ত্রপাতি ক্রয় এবং কোস্টাল টাউন ক্লাইমেট রেজিলিয়েন্স প্রজেক্ট। bbox=[320, 877, 455, 1015]
headline: ডিএসইর সূচকের উত্থানে সর্বোচ্চ bbox=[877, 578, 1161, 604]
paragraph: ঘাড়ে ব্যথা bbox=[748, 393, 788, 405]
paragraph: ঘরে খাবার নেই, পানির সংকটে আছি উল্লেখ করে সেন্টমার্টিন দ্বীপের মাঝারপাড়ার বাসিন্দা নুর আয়েশা বেগম বলেন, ‘ছনের ছাউনি দিয়ে ঘরে বসবাস করতাম। ঝড়ে তছনছ হয়ে গেছে। বোনের ঘরে আশ্রয় নিয়েছি। সকাল থেকে না খেয়ে আছি। খোলা ভিটায় প্রচণ্ড রোদে পুড়ে যাচ্ছি। রিলিফের সন্ধানে যাবো, সেই শক্তি নেই।’ একই অভিযোগ করে সেন্টমার্টিন দ্বীপের বাসিন্দা আবদুল মালেক বলেন, ‘ঘূর্ণিঝড়ে দ্বীপের আট হাজার মানুষ ক্ষতিগ্রস্ত হয়েছে। অধিকাংশ মানুষের ঘরে খাবার নেই। পানির সংকট, নেই বিদ্যুৎ। খুব খারাপ অবস্থায় আছি আমরা।’ bbox=[465, 232, 738, 324]
byline bbox=[760, 1777, 1148, 1799]
paragraph: রক্তচাপ নিয়মিত পরীক্ষা: নিয়মিত চিকিৎসকের কাছে গিয়ে রক্তচাপ পরীক্ষা করানো উচিত। যত আগে উচ্চ রক্তচাপ ধরা পড়ে তত আগে নিয়ন্ত্রণ করা যায় এবং জটিলতা থেকে bbox=[748, 911, 862, 991]
article-cost-cutting bbox=[320, 784, 455, 1016]
paragraph: উৎপাদন বেশি হলেও দাম বাড়ার কারণ হিসেবে হিমাগার মালিকরা বলছেন, এবার আলু উত্তোলনের সময় দাম কম থাকায় কৃষকরা হিমাগারে আলু রেখেছেন। এখন বাজারে চাহিদা বাড়ায় ধীরে ধীরে আলু ছাড়ছেন তারা। bbox=[874, 494, 1164, 528]
continued-label: শেষ পৃষ্ঠার পর bbox=[362, 1042, 413, 1053]
headline: ব্যয় কমাতে নতুন bbox=[323, 784, 452, 806]
paragraph: বাংলাদেশ সিকিউরিটিজ অ্যান্ড এক্সচেঞ্জ কমিশন (বিএসইসি)। ঢাকা স্টক এক্সচেঞ্জে (ডিএসই) এ তথ্য প্রকাশ করা হয়েছে। bbox=[320, 1055, 455, 1101]
paragraph: (১৭) রফিকুল ইসলাম বাচ্চু, সদস্য, সদর মেট্রো থানা বিএনপি (২৬ নং ওয়ার্ড) bbox=[22, 593, 310, 616]
byline bbox=[760, 1253, 1148, 1275]
continued-label: শেষ পৃষ্ঠার পর bbox=[576, 449, 627, 460]
article-hypertension-patients bbox=[465, 754, 738, 1371]
paragraph: সম্পাদক, বাসন মেট্রো থানা বিএনপি (১৭ নং ওয়ার্ড) bbox=[22, 375, 220, 386]
continued-label: শেষ পৃষ্ঠার পর bbox=[993, 377, 1045, 388]
article-body bbox=[760, 1278, 1148, 1393]
paragraph: রাতে ভালো ঘুম না হওয়া bbox=[748, 439, 843, 451]
paragraph: আফরিন আখতার বলেন, আমি যুক্তরাষ্ট্র ও বাংলাদেশের মধ্যে সহযোগিতার সুযোগ খুঁজে বের করতে এবং নিরাপত্তা, বাণিজ্য ও জলবায়ু ইস্যুতে একসঙ্গে কাজ করতে এসেছি। bbox=[22, 1125, 310, 1160]
article-gonotontro-moncho bbox=[320, 106, 455, 556]
paragraph: আমরা স্পষ্টভাবে বলতে চাই, বর্তমান সরকারের অধীনে কোনো নির্বাচন সুষ্ঠু হবে না। ইতোমধ্যে জনগণ তা প্রত্যক্ষ করেছে। ২০১৪ ও ২০১৮ সালের নির্বাচন তার প্রমাণ। bbox=[320, 372, 455, 441]
article-bp-situation bbox=[874, 106, 1164, 348]
article-pk-halder bbox=[22, 106, 310, 332]
paragraph: (১৪) মোঃ তানভির আহমেদ, সদস্য, সদর মেট্রো থানা বিএনপি (১৯ নং ওয়ার্ড) bbox=[22, 547, 310, 570]
paragraph: ডিএসসিএ-এর মাধ্যমে তথ্য বিনিময় এবং সামরিক প্রশিক্ষণ ও সরঞ্জামের ক্ষেত্রে বাংলাদেশের সশস্ত্র বাহিনীর আধুনিকায়নে সহায়তা করতে আগ্রহী যুক্তরাষ্ট্র। তবে এসব বিষয়ে বাংলাদেশ সরকারের সিদ্ধান্তই চূড়ান্ত। bbox=[22, 1252, 310, 1286]
paragraph: তিনি বলেন, ‘আমরা বাংলাদেশকে দুই দেশের সম্পর্কের প্রিজম দিয়ে দেখি, চীন বা রাশিয়ার সঙ্গে বাংলাদেশের সম্পর্কের প্রিজম দিয়ে নয়। আমাদের সম্পর্ক নিজস্ব যোগ্যতার ভিত্তিতে দাঁড়িয়ে আছে।’ bbox=[22, 1091, 310, 1125]
paragraph: কারওয়ান বাজারের আলুর পাইকারি ব্যবসায়ী আমিনুল হক বলেন, ‘পাইকারিতে আলুর দাম বেড়েছে। আগে প্রতি পাল্লা (৫ কেজি) আলু বিক্রি করেছি ১৫০ টাকায়। এখন বিক্রি করছি মানভেদে ১৫৬ টাকায়। অর্থাৎ পাইকারিতে দুদিনের ব্যবধানে কেজিতে ৫ টাকা বেড়েছে।’ bbox=[874, 528, 1164, 574]
headline: ডিএসইতে দর পতনের শীর্ষে ন্যাশনাল টি bbox=[803, 1039, 1105, 1062]
article-food-water bbox=[320, 1629, 455, 1826]
paragraph: (১৫) শাহিন আলম, সদস্য, সদর মেট্রো থানা বিএনপি (১৯ নং ওয়ার্ড) bbox=[22, 570, 282, 582]
paragraph: কথা জানায় গণতন্ত্র মঞ্চের নেতারা। bbox=[320, 142, 453, 153]
headline: এবার গাজীপুরের bbox=[323, 560, 452, 582]
paragraph: (২৯) ইঞ্জি. মনিরুজ্জামান, যুগ্ম আহ্বায়ক, টঙ্গী পশ্চিম থানা যুবদল (৫১ নং ওয়ার্ড) bbox=[22, 777, 310, 800]
paragraph: চেয়ে বেশি। ওই বছর দেশে আলু উৎপাদন হয়েছিল ১ কোটি ১০ লাখ টন। এ উৎপাদন দেশে আলুর চাহিদার তুলনায় অনেক বেশি। দেশে বার্ষিক আলুর চাহিদা ৮৫ থেকে সর্বোচ্চ ৯০ লাখ টন। bbox=[874, 390, 1164, 425]
continued-label: শেষ পৃষ্ঠার পর bbox=[140, 362, 192, 372]
paragraph: মাথা ব্যথা bbox=[748, 370, 785, 382]
headline: বছরে রোগী বাড়ছে ১৫ লাখের বেশি bbox=[468, 754, 735, 805]
article-first-security bbox=[320, 1020, 455, 1344]
article-body bbox=[320, 1406, 455, 1625]
article-china-russia bbox=[22, 874, 310, 1483]
byline bbox=[760, 1633, 1148, 1655]
article-body bbox=[760, 1088, 1148, 1226]
paragraph: (৭) সুলতান উদ্দিন চেয়ারম্যান, সাবেক আহ্বায়ক, পুবাইল মেট্রো থানা বিএনপি (৪২ নং ওয়ার্ড) bbox=[22, 444, 310, 467]
masthead-divider bbox=[20, 97, 1180, 101]
paragraph: বমি বমি ভাব বা বমি হওয়া bbox=[748, 405, 847, 416]
paragraph: (৪) সফিউদ্দিন আহম্মেদ, সাধারণ সম্পাদক, টঙ্গী পূর্ব থানা বিএনপি (৩৭ নং ওয়ার্ড) bbox=[22, 386, 310, 409]
continued-label: শেষ পৃষ্ঠার পর bbox=[362, 1651, 413, 1662]
bullet-icon bbox=[760, 1424, 768, 1432]
paragraph: ডায়াবেটিস নিয়ন্ত্রণ: যাদের ডায়াবেটিস আছে তা অবশ্যই নিয়ন্ত্রণ করতে হবে। bbox=[748, 784, 862, 819]
paragraph: (৯) মাহবুবুর রশিদ খান শিপু, সদস্য, সদর মেট্রো থানা বিএনপি (২৪ নং ওয়ার্ড) bbox=[22, 478, 310, 501]
paragraph: উচ্চ রক্তচাপের লক্ষণ: অনেক সময় উচ্চ রক্তচাপের কোনো লক্ষণ প্রকাশ পায় না। এ কারণে একে নীরব ঘাতক বলা হয়। তবে কারও কারও মাথাব্যথা, মাথা ঘোরা, ঘাড় ব্যথা, বুক ধড়ফড় করা, চোখে ঝাপসা দেখা ইত্যাদি লক্ষণ দেখা দিতে পারে। bbox=[465, 1118, 738, 1164]
column-1 bbox=[22, 106, 310, 1486]
article-body bbox=[22, 171, 310, 332]
paragraph: উদ্দিন। গতকাল বুধবার লিবিয়ায় নবনিযুক্ত বাংলাদেশের রাষ্ট্রদূত মেজর জেনারেল আবুল হাসনাত মোহাম্মদ খায়রুল বাশারের সঙ্গে এক সৌজন্য সাক্ষাতে এ কথা বলেন এফবিসিসিআই সভাপতি। bbox=[465, 462, 738, 497]
company-news-item bbox=[760, 1397, 1148, 1583]
paragraph: (২৭) মোঃ মাহবুবুর রহমান, সাবেক যুগ্ম সম্পাদক, বাসন থানা বিএনপি (৩৩ নং ওয়ার্ড) bbox=[22, 731, 310, 754]
company-news-item bbox=[760, 1754, 1148, 1871]
issue-day: বৃহস্পতিবার bbox=[870, 49, 936, 66]
article-body bbox=[320, 820, 455, 1016]
company-news-item bbox=[760, 1040, 1148, 1226]
paragraph: মো. জসিম উদ্দিন বলেন, ২০৪১ সালের মধ্যে উন্নত দেশ ও ট্রিলিয়ন ডলারের অর্থনীতির দেশ হওয়ার অগ্রযাত্রা সহজ হবে বলে মন্তব্য করেন বক্তারা। bbox=[465, 681, 738, 715]
paragraph: (২১) আবুল কাশেম, সদস্য, গাজীপুর মহানগর বিএনপি (৪১ নং ওয়ার্ড) bbox=[22, 651, 287, 662]
paragraph: সপ্তাহের চতুর্থ কার্যদিবসে দেশের প্রধান পুঁজিবাজার ঢাকা স্টক এক্সচেঞ্জে (ডিএসই) শেয়ার দর বৃদ্ধির শীর্ষে উঠে এসেছে চার্টার্ড লাইফ ইন্স্যুরেন্স কোম্পানি লিমিটেড। ডিএসই সূত্রে এ তথ্য জানা গেছে। জানা গেছে, কোম্পানিটির শেয়ার দর বৃদ্ধি পেয়েছে ৯ দশমিক ৯৮ শতাংশ। কোম্পানিটি ৩ হাজার ৫৪ বারে ২১ লাখ ৪৫ হাজার ৯৪০ টি শেয়ার লেনদেন করেছে। যার বাজার মূল্য ১৫ কোটি ৭৪ লাখ টাকা। তালিকায় ২য় স্থানে থাকা আল-হাজ্ব টেক্সটাইলের শেয়ার দর বৃদ্ধি পেয়েছে ৯ দশমিক ৯৭ শতাংশ। কোম্পানিটি ৩৯৬ বারে ২ লাখ ১৯ হাজার ৭২ টি শেয়ার লেনদেন করেছে। যার বাজার মূল্য ৩ কোটি ৪৫ লাখ টাকা। তালিকার ৩য় স্থানে থাকা মেঘনা ইন্স্যুরেন্সের শেয়ার দর বৃদ্ধি পেয়েছে ৯ দশমিক ৯১ শতাংশ। কোম্পানিটি ৭ হাজার ৪১৯ বারে ২৭ লাখ ৪৪ হাজার ৫১৭ টি শেয়ার লেনদেন করেছে। যার বাজার মূল্য ১০ কোটি ৭০ লাখ টাকা। তালিকায় থাকা অন্যান্য কোম্পানিগুলোর মধ্যে: ইসলামী কমার্সিয়াল ইন্স্যুরেন্সের ৯.৯০ শতাংশ, ইসলামী ইন্স্যুরেন্সের ৯.৬২ শতাংশ, ট্রাস্ট ইসলামী লাইফ ইন্স্যুরেন্সের ৯.৫৮ শতাংশ, ফার কেমিক্যালের ৯.৪৩ শতাংশ, এক্সপ্রেস ইন্স্যুরেন্সের ৭.৯২ শতাংশ, পেপার প্রসেসিংয়ের ৭.৭৩ শতাংশ এবং গ্লোবাল ইন্স্যুরেন্সের ৭.৬৪ শতাংশ শেয়ারদর বেড়েছে। bbox=[760, 1444, 1148, 1582]
paragraph: জানুয়ারি থেকে ডিসেম্বর ২০২২ সালে কোম্পানিটি শেয়ারহোল্ডারদের জন্য ১০ শতাংশ বোনাস শেয়ার লভ্যাংশ দেওয়ার ঘোষণা দেয়। এরপর কোম্পানি কর্তৃপক্ষ বিএসইসির কাছে আবেদন জমা দেয়। বিএসইসি সেই আবেদনে সম্মতি দিয়েছে বলে জানিয়েছে কোম্পানি কর্তৃপক্ষ। বিদায়ী বছরের কোম্পানির শেয়ার প্রতি আয় (ইপিএস) ছিল দুই টাকা ৮১ পয়সা। এতে কোম্পানির মোট মুনাফার পরিমাণ দাঁড়িয়েছে ২৯৩ কোটি ৯২ লাখ ৮২ হাজার ৮২০ টাকা। ব্যাংকটি শেয়ারহোল্ডারদের ১০ শতাংশ বোনাস শেয়ার লভ্যাংশ দেবে। এর আগের বছর ২০২১ সালে ছিল শেয়ার প্রতি আয় ৩ টাকা ২০ পয়সা। সে বছর মুনাফা হয়েছিল ৩৩৪ কোটি ৭২ লাখ ২৫ হাজার টাকার। bbox=[320, 1101, 455, 1343]
page-number: ৭ bbox=[820, 44, 862, 92]
